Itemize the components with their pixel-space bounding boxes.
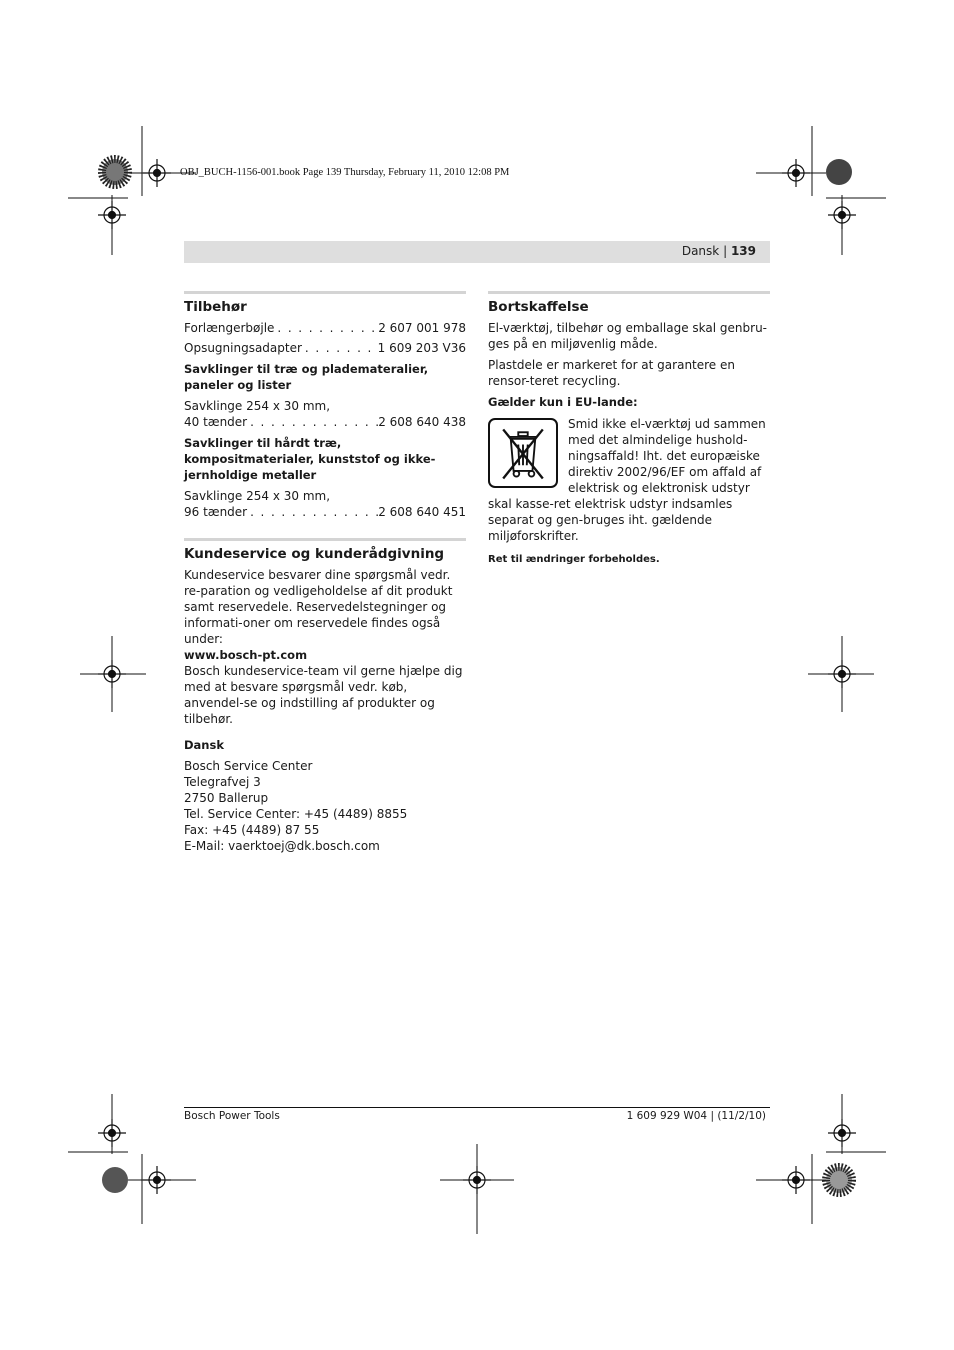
- right-column: [488, 291, 770, 567]
- page-number: 139: [730, 244, 756, 258]
- footer-doc-number: 1 609 929 W04 | (11/2/10): [626, 1110, 766, 1122]
- country-heading: Dansk: [184, 738, 224, 752]
- eu-heading: Gælder kun i EU-lande:: [488, 395, 638, 409]
- change-note: Ret til ændringer forbeholdes.: [488, 554, 660, 565]
- address-line: E-Mail: vaerktoej@dk.bosch.com: [184, 839, 380, 853]
- disposal-paragraph: Plastdele er markeret for at garantere en rensor-teret recycling.: [488, 358, 735, 388]
- leader-dots: [302, 340, 378, 356]
- address-line: Bosch Service Center: [184, 759, 313, 773]
- address-line: Tel. Service Center: +45 (4489) 8855: [184, 807, 408, 821]
- eu-disposal-text: Smid ikke el-værktøj ud sammen med det almindelige hushold-ningsaffald! Iht. det europæiske direktiv 2002/96/EF om affald af elektrisk og elektronisk udstyr skal kasse-ret elektrisk udstyr indsamles separat og gen-bruges iht. gældende miljøforskrifter.: [488, 417, 766, 543]
- accessory-number: 2 608 640 451: [378, 505, 466, 519]
- disposal-paragraph: El-værktøj, tilbehør og emballage skal genbru-ges på en miljøvenlig måde.: [488, 321, 768, 351]
- leader-dots: [247, 414, 378, 430]
- address-line: Fax: +45 (4489) 87 55: [184, 823, 320, 837]
- accessory-label: Opsugningsadapter: [184, 341, 302, 355]
- accessory-number: 1 609 203 V36: [377, 341, 466, 355]
- print-file-info: OBJ_BUCH-1156-001.book Page 139 Thursday, February 11, 2010 12:08 PM: [180, 167, 510, 178]
- accessory-row: [184, 504, 466, 520]
- service-paragraph: Bosch kundeservice-team vil gerne hjælpe dig med at besvare spørgsmål vedr. køb, anvendel-se og indstilling af produkter og tilbehør.: [184, 664, 463, 726]
- page-header-bar: [184, 241, 770, 263]
- wood-blade-size: Savklinge 254 x 30 mm,: [184, 399, 331, 413]
- wood-blades-heading: Savklinger til træ og plademateralier, paneler og lister: [184, 362, 429, 392]
- header-separator: |: [723, 244, 728, 258]
- accessory-label: 96 tænder: [184, 505, 248, 519]
- service-url-link[interactable]: www.bosch-pt.com: [184, 648, 308, 662]
- header-language: Dansk: [681, 244, 720, 258]
- left-column: [184, 291, 466, 854]
- footer-brand: Bosch Power Tools: [184, 1110, 280, 1122]
- leader-dots: [274, 320, 378, 336]
- accessory-number: 2 608 640 438: [378, 415, 466, 429]
- address-line: Telegrafvej 3: [184, 775, 261, 789]
- page-header: [682, 244, 756, 258]
- footer-rule: [184, 1107, 770, 1108]
- leader-dots: [247, 504, 378, 520]
- service-paragraph: Kundeservice besvarer dine spørgsmål vedr. re-paration og vedligeholdelse af dit produkt samt reservedele. Reservedelstegninger og informati-oner om reservedele findes også under:: [184, 568, 453, 646]
- accessory-label: 40 tænder: [184, 415, 248, 429]
- accessory-row: [184, 340, 466, 356]
- accessory-row: [184, 414, 466, 430]
- address-line: 2750 Ballerup: [184, 791, 269, 805]
- accessory-number: 2 607 001 978: [378, 321, 466, 335]
- accessory-row: [184, 320, 466, 336]
- accessories-title: Tilbehør: [184, 299, 247, 315]
- service-title: Kundeservice og kunderådgivning: [184, 546, 445, 562]
- eu-disposal-block: [488, 416, 770, 544]
- crossed-out-wheelie-bin-icon: [488, 418, 558, 488]
- disposal-title: Bortskaffelse: [488, 299, 589, 315]
- service-address: [184, 758, 466, 854]
- hard-blade-size: Savklinge 254 x 30 mm,: [184, 489, 331, 503]
- accessory-label: Forlængerbøjle: [184, 321, 275, 335]
- hard-blades-heading: Savklinger til hårdt træ, kompositmaterialer, kunststof og ikke-jernholdige metaller: [184, 436, 436, 482]
